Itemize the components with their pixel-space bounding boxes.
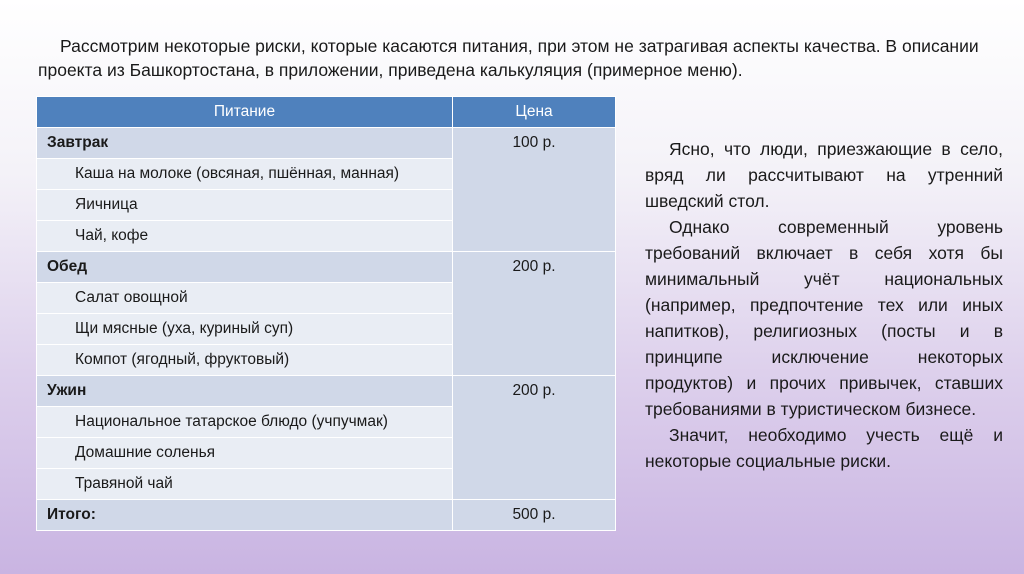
price-dinner: 200 р. — [453, 376, 616, 500]
menu-item: Чай, кофе — [37, 221, 453, 252]
price-lunch: 200 р. — [453, 252, 616, 376]
total-row — [37, 500, 616, 531]
table-header-row — [37, 97, 616, 128]
menu-item: Травяной чай — [37, 469, 453, 500]
menu-item: Домашние соленья — [37, 438, 453, 469]
section-lunch: Обед — [37, 252, 453, 283]
section-breakfast: Завтрак — [37, 128, 453, 159]
table-row — [37, 128, 616, 159]
table-row — [37, 252, 616, 283]
side-commentary — [645, 136, 1003, 474]
table-row — [37, 376, 616, 407]
total-price: 500 р. — [453, 500, 616, 531]
menu-item: Национальное татарское блюдо (учпучмак) — [37, 407, 453, 438]
menu-item: Каша на молоке (овсяная, пшённая, манная) — [37, 159, 453, 190]
intro-paragraph: Рассмотрим некоторые риски, которые касаются питания, при этом не затрагивая аспекты качества. В описании проекта из Башкортостана, в приложении, приведена калькуляция (примерное меню). — [38, 35, 979, 80]
side-paragraph: Ясно, что люди, приезжающие в село, вряд ли рассчитывают на утренний шведский стол. — [645, 139, 1003, 211]
column-header-price: Цена — [453, 97, 616, 128]
side-paragraph: Однако современный уровень требований включает в себя хотя бы минимальный учёт национальных (например, предпочтение тех или иных напитков), религиозных (посты и в принципе исключение некоторых продуктов) и прочих привычек, ставших требованиями в туристическом бизнесе. — [645, 217, 1003, 419]
side-paragraph: Значит, необходимо учесть ещё и некоторые социальные риски. — [645, 425, 1003, 471]
menu-item: Компот (ягодный, фруктовый) — [37, 345, 453, 376]
menu-calculation-table — [36, 96, 616, 531]
menu-item: Салат овощной — [37, 283, 453, 314]
menu-item: Яичница — [37, 190, 453, 221]
price-breakfast: 100 р. — [453, 128, 616, 252]
column-header-food: Питание — [37, 97, 453, 128]
total-label: Итого: — [37, 500, 453, 531]
menu-item: Щи мясные (уха, куриный суп) — [37, 314, 453, 345]
section-dinner: Ужин — [37, 376, 453, 407]
